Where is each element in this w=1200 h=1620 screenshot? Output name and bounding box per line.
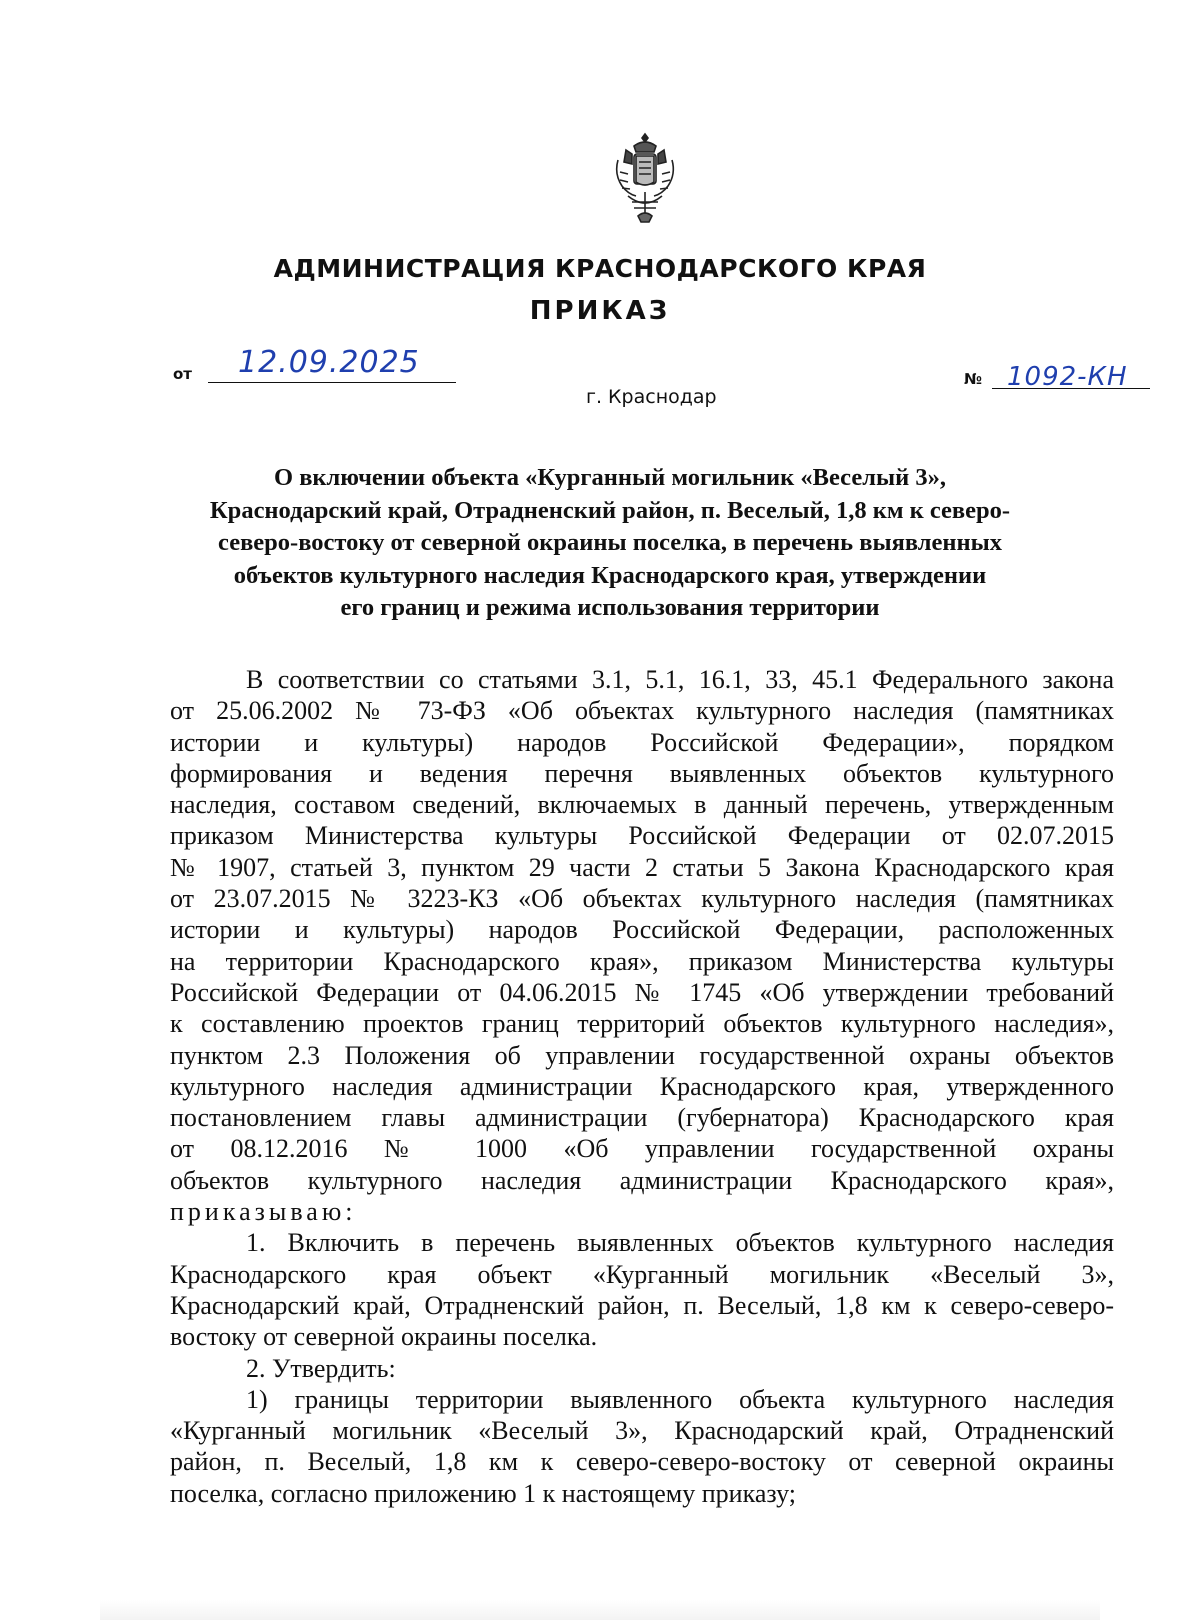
body-line: на территории Краснодарского края», приказом Министерства культуры	[170, 946, 1114, 976]
body-line: наследия, составом сведений, включаемых в данный перечень, утвержденным	[170, 790, 1114, 820]
number-label: №	[964, 370, 983, 388]
document-body	[170, 664, 1114, 1509]
date-underline	[208, 382, 456, 383]
body-line: 1) границы территории выявленного объекта культурного наследия	[246, 1384, 1114, 1414]
subject-line: его границ и режима использования территории	[340, 594, 880, 621]
coat-of-arms-icon	[612, 132, 678, 228]
body-line: поселка, согласно приложению 1 к настоящему приказу;	[170, 1478, 796, 1508]
subject-line: объектов культурного наследия Краснодарского края, утверждении	[233, 561, 987, 589]
body-line: Краснодарского края объект «Курганный могильник «Веселый 3»,	[170, 1259, 1114, 1289]
subject-line: О включении объекта «Курганный могильник «Веселый 3»,	[274, 464, 946, 491]
body-line: формирования и ведения перечня выявленных объектов культурного	[170, 758, 1114, 788]
body-line: 2. Утвердить:	[246, 1353, 396, 1383]
subject-line: северо-востоку от северной окраины поселка, в перечень выявленных	[218, 529, 1002, 556]
body-line: Краснодарский край, Отрадненский район, п. Веселый, 1,8 км к северо-северо-	[170, 1290, 1114, 1320]
body-line: «Курганный могильник «Веселый 3», Краснодарский край, Отрадненский	[170, 1416, 1114, 1446]
organization-title: АДМИНИСТРАЦИЯ КРАСНОДАРСКОГО КРАЯ	[273, 254, 927, 283]
date-label: от	[173, 365, 192, 383]
document-type-title: ПРИКАЗ	[529, 296, 671, 326]
body-line: приказом Министерства культуры Российской Федерации от 02.07.2015	[170, 821, 1114, 851]
handwritten-number: 1092-КН	[1007, 362, 1128, 392]
body-line: востоку от северной окраины поселка.	[170, 1322, 598, 1352]
scan-shadow	[100, 1600, 1100, 1620]
body-line: Российской Федерации от 04.06.2015 № 1745 «Об утверждении требований	[170, 977, 1114, 1007]
body-line: от 23.07.2015 № 3223-КЗ «Об объектах культурного наследия (памятниках	[170, 884, 1114, 914]
body-line: район, п. Веселый, 1,8 км к северо-северо-востоку от северной окраины	[170, 1447, 1114, 1477]
body-line: постановлением главы администрации (губернатора) Краснодарского края	[170, 1103, 1114, 1133]
body-line: № 1907, статьей 3, пунктом 29 части 2 статьи 5 Закона Краснодарского края	[170, 852, 1114, 882]
body-line: культурного наследия администрации Краснодарского края, утвержденного	[170, 1071, 1114, 1101]
document-subject	[150, 462, 1070, 625]
body-line: от 25.06.2002 № 73-ФЗ «Об объектах культурного наследия (памятниках	[170, 696, 1114, 726]
subject-line: Краснодарский край, Отрадненский район, п. Веселый, 1,8 км к северо-	[209, 496, 1011, 524]
body-line: 1. Включить в перечень выявленных объектов культурного наследия	[246, 1228, 1114, 1258]
body-line: от 08.12.2016 № 1000 «Об управлении государственной охраны	[170, 1134, 1114, 1164]
body-line: В соответствии со статьями 3.1, 5.1, 16.1, 33, 45.1 Федерального закона	[246, 665, 1114, 694]
body-line: объектов культурного наследия администрации Краснодарского края»,	[170, 1165, 1114, 1195]
order-word: приказываю:	[170, 1197, 357, 1227]
body-line: истории и культуры) народов Российской Федерации», порядком	[170, 727, 1114, 757]
body-line: истории и культуры) народов Российской Федерации, расположенных	[170, 915, 1114, 945]
body-line: пунктом 2.3 Положения об управлении государственной охраны объектов	[170, 1040, 1114, 1070]
body-line: к составлению проектов границ территорий объектов культурного наследия»,	[170, 1009, 1114, 1039]
handwritten-date: 12.09.2025	[238, 345, 420, 380]
city-label: г. Краснодар	[586, 386, 717, 408]
